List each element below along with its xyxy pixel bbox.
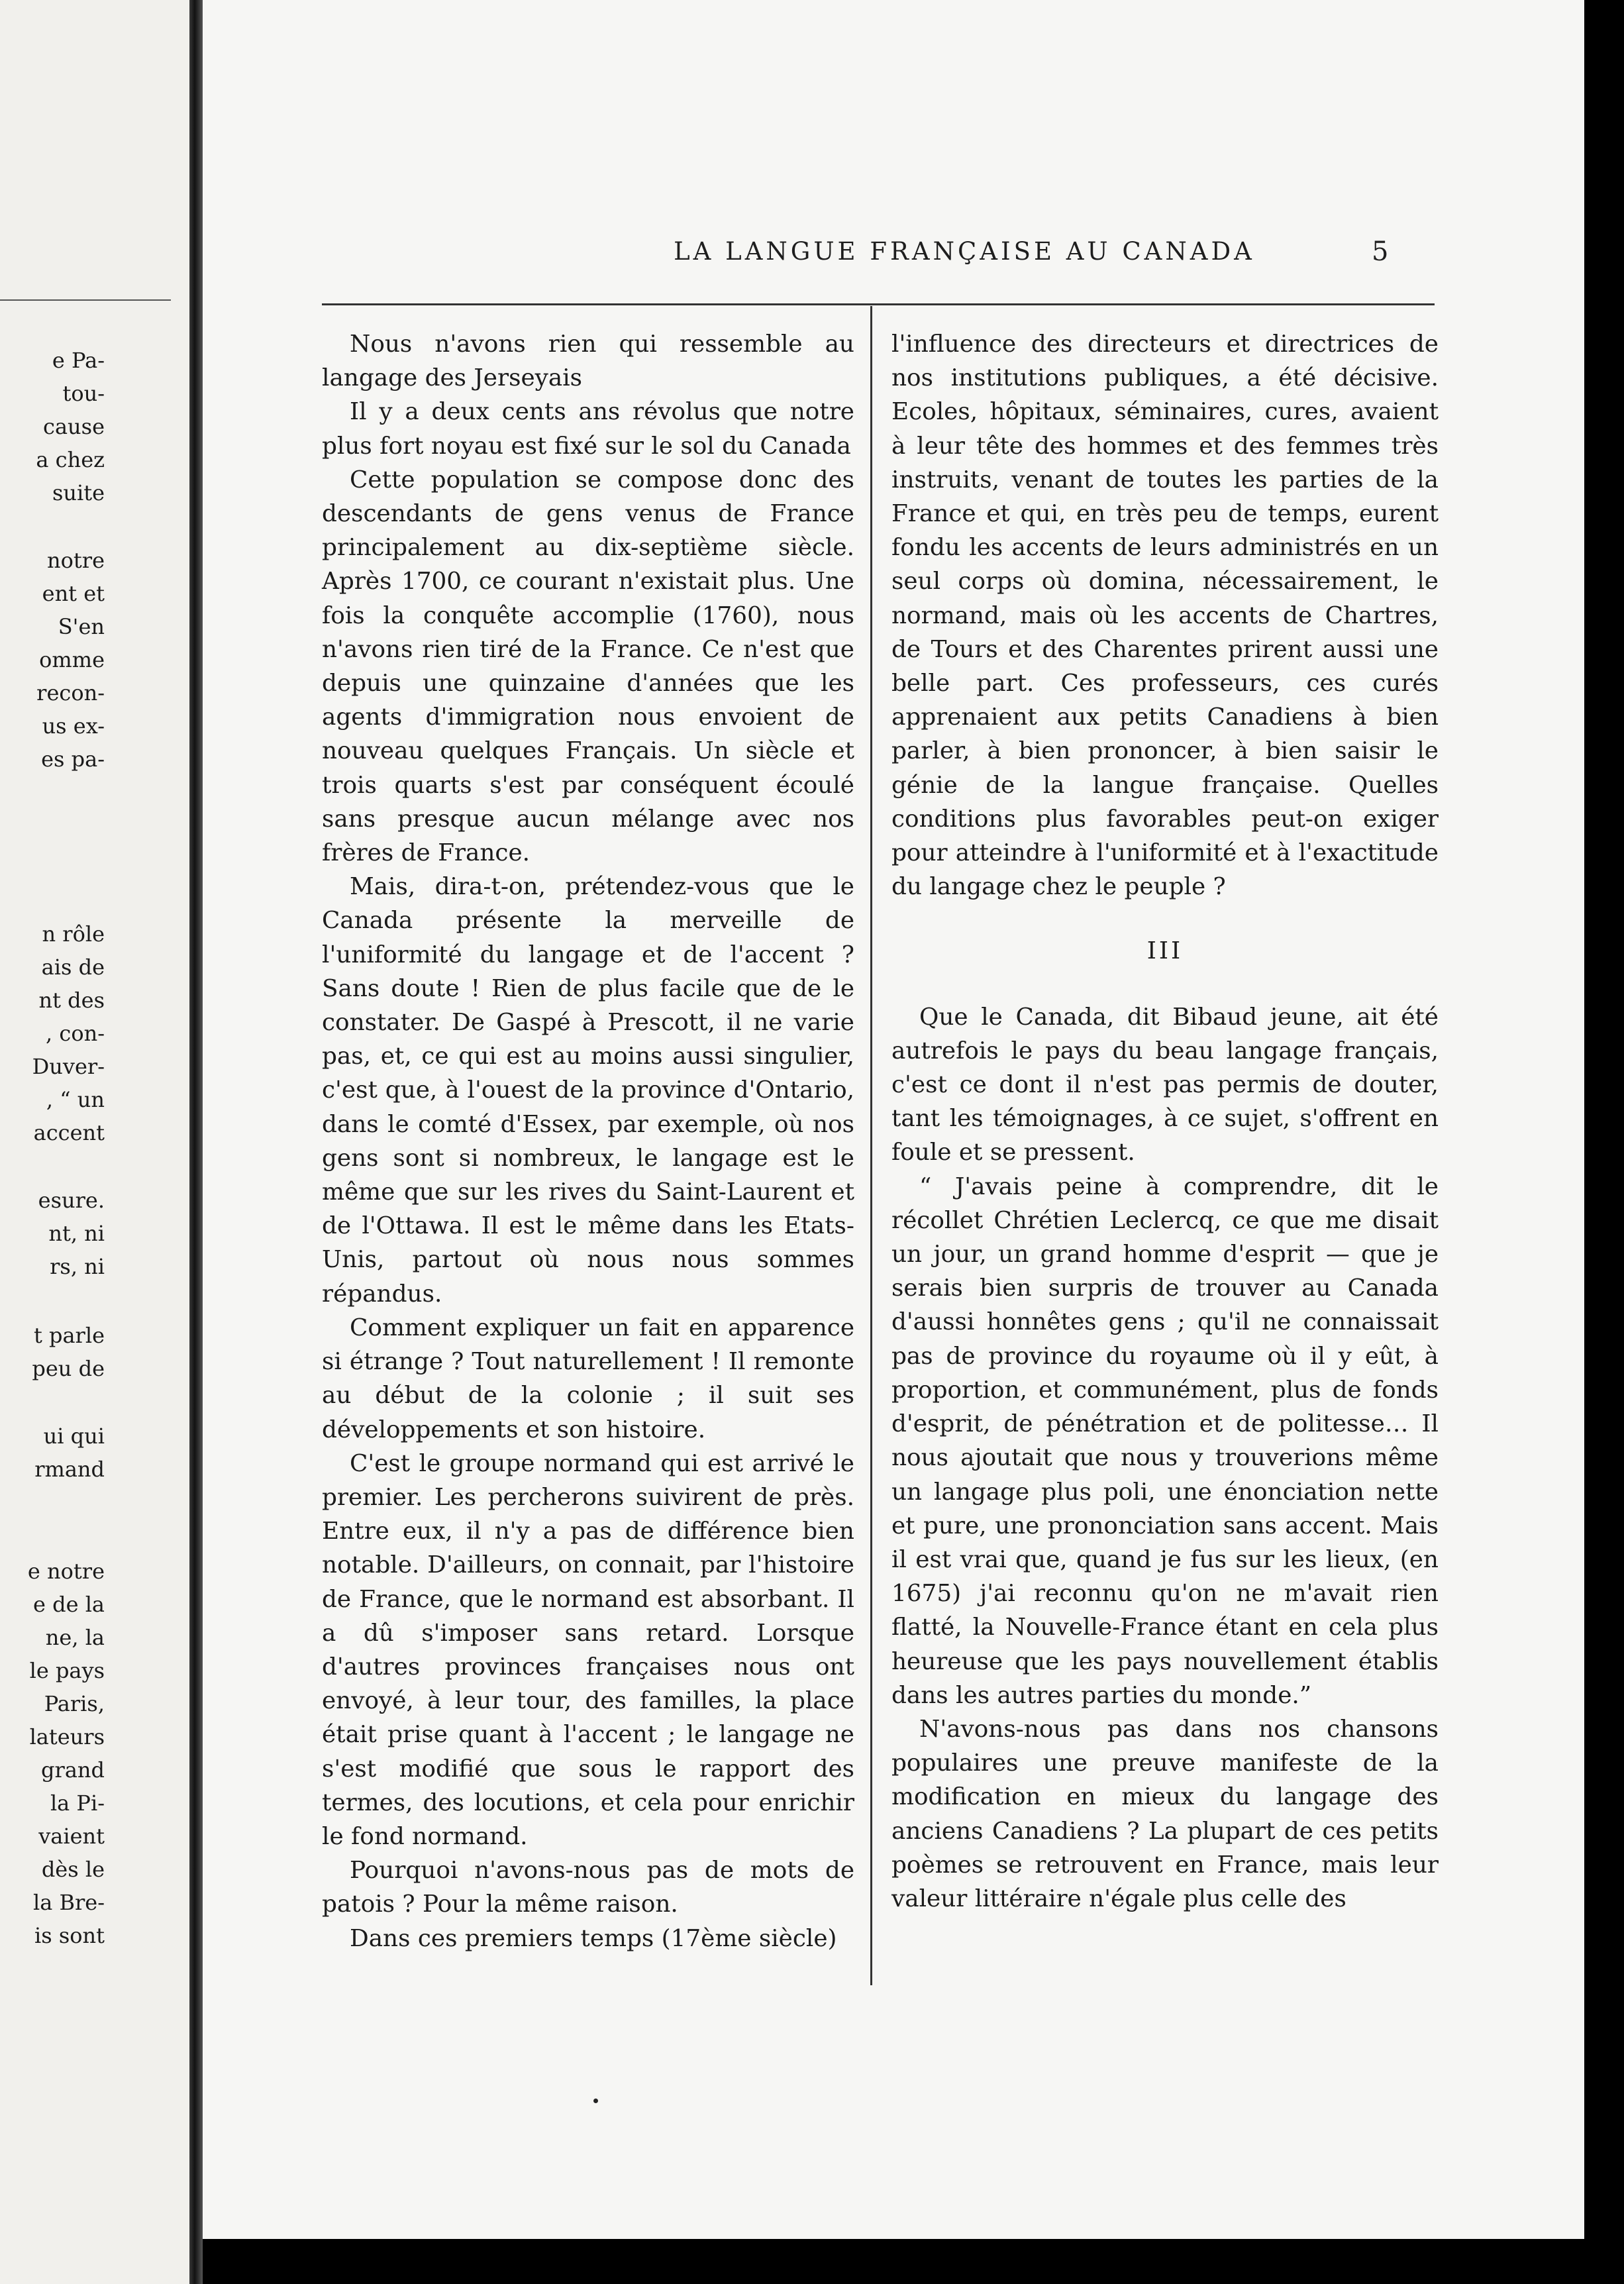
text-fragment: notre <box>47 548 105 573</box>
text-fragment: , “ un <box>46 1087 105 1112</box>
text-fragment: nt, ni <box>48 1221 105 1246</box>
text-fragment: tou- <box>62 381 105 406</box>
text-fragment: S'en <box>58 614 105 639</box>
text-fragment: ne, la <box>45 1625 105 1650</box>
previous-page-edge <box>0 0 189 2284</box>
paragraph: Nous n'avons rien qui ressemble au langage des Jerseyais <box>322 331 854 392</box>
text-fragment: suite <box>52 480 105 505</box>
text-fragment: le pays <box>29 1658 105 1683</box>
text-fragment: la Bre- <box>32 1890 105 1915</box>
running-title: LA LANGUE FRANÇAISE AU CANADA <box>674 237 1255 266</box>
book-gutter <box>189 0 203 2284</box>
text-fragment: esure. <box>38 1188 105 1213</box>
text-fragment: rs, ni <box>50 1254 105 1279</box>
text-fragment: omme <box>39 647 105 672</box>
text-fragment: peu de <box>32 1356 105 1381</box>
paragraph: Comment expliquer un fait en apparence si étrange ? Tout naturellement ! Il remonte au début de la colonie ; il suit ses développements et son histoire. <box>322 1314 854 1443</box>
text-fragment: us ex- <box>42 713 105 739</box>
paragraph: Dans ces premiers temps (17ème siècle) <box>350 1924 837 1952</box>
page-edge-shadow <box>1584 0 1624 2284</box>
page-number: 5 <box>1372 236 1389 267</box>
text-fragment: e notre <box>27 1559 105 1584</box>
paragraph: C'est le groupe normand qui est arrivé le premier. Les percherons suivirent de près. Entre eux, il n'y a pas de différence bien notable. D'ailleurs, on connait, par l'histoire de France, que le normand est absorbant. Il a dû s'imposer sans retard. Lorsque d'autres provinces françaises nous ont envoyé, à leur tour, des familles, la place était prise quant à l'accent ; le langage ne s'est modifié que sous le rapport des termes, des locutions, et cela pour enrichir le fond normand. <box>322 1449 854 1850</box>
text-fragment: rmand <box>34 1457 105 1482</box>
paragraph: Il y a deux cents ans révolus que notre plus fort noyau est fixé sur le sol du Canada <box>322 398 854 460</box>
paragraph: “ J'avais peine à comprendre, dit le récollet Chrétien Leclercq, ce que me disait un jour, un grand homme d'esprit — que je serais bien surpris de trouver au Canada d'aussi honnêtes gens ; qu'il ne connaissait pas de province du royaume où il y eût, à proportion, et communément, plus de fonds d'esprit, de pénétration et de politesse… Il nous ajoutait que nous y trouverions même un langage plus poli, une énonciation nette et pure, une prononciation sans accent. Mais il est vrai que, quand je fus sur les lieux, (en 1675) j'ai reconnu qu'on ne m'avait rien flatté, la Nouvelle-France étant en cela plus heureuse que les pays nouvellement établis dans les autres parties du monde.” <box>891 1172 1439 1709</box>
text-fragment: dès le <box>41 1857 105 1882</box>
paragraph: Mais, dira-t-on, prétendez-vous que le Canada présente la merveille de l'uniformité du langage et de l'accent ? Sans doute ! Rien de plus facile que de le constater. De Gaspé à Prescott, il ne varie pas, et, ce qui est au moins aussi singulier, c'est que, à l'ouest de la province d'Ontario, dans le comté d'Essex, par exemple, où nos gens sont si nombreux, le langage est le même que sur les rives du Saint-Laurent et de l'Ottawa. Il est le même dans les Etats-Unis, partout où nous nous sommes répandus. <box>322 873 854 1308</box>
text-fragment: n rôle <box>42 921 105 947</box>
text-fragment: grand <box>41 1757 105 1783</box>
text-fragment: Duver- <box>32 1054 105 1079</box>
text-fragment: t parle <box>33 1323 105 1348</box>
paragraph: Pourquoi n'avons-nous pas de mots de patois ? Pour la même raison. <box>322 1857 854 1918</box>
text-fragment: a chez <box>36 447 105 472</box>
text-fragment: vaient <box>38 1824 105 1849</box>
print-speck <box>593 2099 598 2103</box>
text-fragment: lateurs <box>29 1724 105 1749</box>
text-fragment: accent <box>33 1120 105 1145</box>
text-fragment: ent et <box>42 581 105 606</box>
page-header <box>203 235 1584 268</box>
text-fragment: la Pi- <box>50 1791 105 1816</box>
text-fragment: e Pa- <box>52 348 105 373</box>
right-column <box>891 327 1439 1916</box>
paragraph: N'avons-nous pas dans nos chansons populaires une preuve manifeste de la modification en mieux du langage des anciens Canadiens ? La plupart de ces petits poèmes se retrouvent en France, mais leur valeur littéraire n'égale plus celle des <box>891 1715 1439 1912</box>
header-rule <box>322 303 1435 305</box>
text-fragment: nt des <box>38 988 105 1013</box>
left-column <box>322 327 854 1955</box>
page <box>203 0 1584 2239</box>
text-fragment: cause <box>43 414 105 439</box>
column-divider <box>870 306 872 1985</box>
text-fragment: Paris, <box>44 1691 105 1716</box>
text-fragment: , con- <box>46 1021 105 1046</box>
text-fragment: is sont <box>34 1923 105 1948</box>
paragraph: Que le Canada, dit Bibaud jeune, ait été autrefois le pays du beau langage français, c'est ce dont il n'est pas permis de douter, tant les témoignages, à ce sujet, s'offrent en foule et se pressent. <box>891 1003 1439 1167</box>
text-fragment: ui qui <box>43 1424 105 1449</box>
paragraph-continuation: l'influence des directeurs et directrices de nos institutions publiques, a été décisive. Ecoles, hôpitaux, séminaires, cures, avaient à leur tête des hommes et des femmes très instruits, venant de toutes les parties de la France et qui, en très peu de temps, eurent fondu les accents de leurs administrés en un seul corps où domina, nécessairement, le normand, mais où les accents de Chartres, de Tours et des Charentes prirent aussi une belle part. Ces professeurs, ces curés apprenaient aux petits Canadiens à bien parler, à bien prononcer, à bien saisir le génie de la langue française. Quelles conditions plus favorables peut-on exiger pour atteindre à l'uniformité et à l'exactitude du langage chez le peuple ? <box>891 331 1439 901</box>
previous-page-header-rule <box>0 299 171 301</box>
text-fragment: ais de <box>41 955 105 980</box>
text-fragment: recon- <box>36 680 105 705</box>
text-fragment: es pa- <box>41 747 105 772</box>
section-heading: III <box>1146 937 1184 965</box>
text-fragment: e de la <box>32 1592 105 1617</box>
paragraph: Cette population se compose donc des descendants de gens venus de France principalement au dix-septième siècle. Après 1700, ce courant n'existait plus. Une fois la conquête accomplie (1760), nous n'avons rien tiré de la France. Ce n'est que depuis une quinzaine d'années que les agents d'immigration nous envoient de nouveau quelques Français. Un siècle et trois quarts s'est par conséquent écoulé sans presque aucun mélange avec nos frères de France. <box>322 466 854 867</box>
